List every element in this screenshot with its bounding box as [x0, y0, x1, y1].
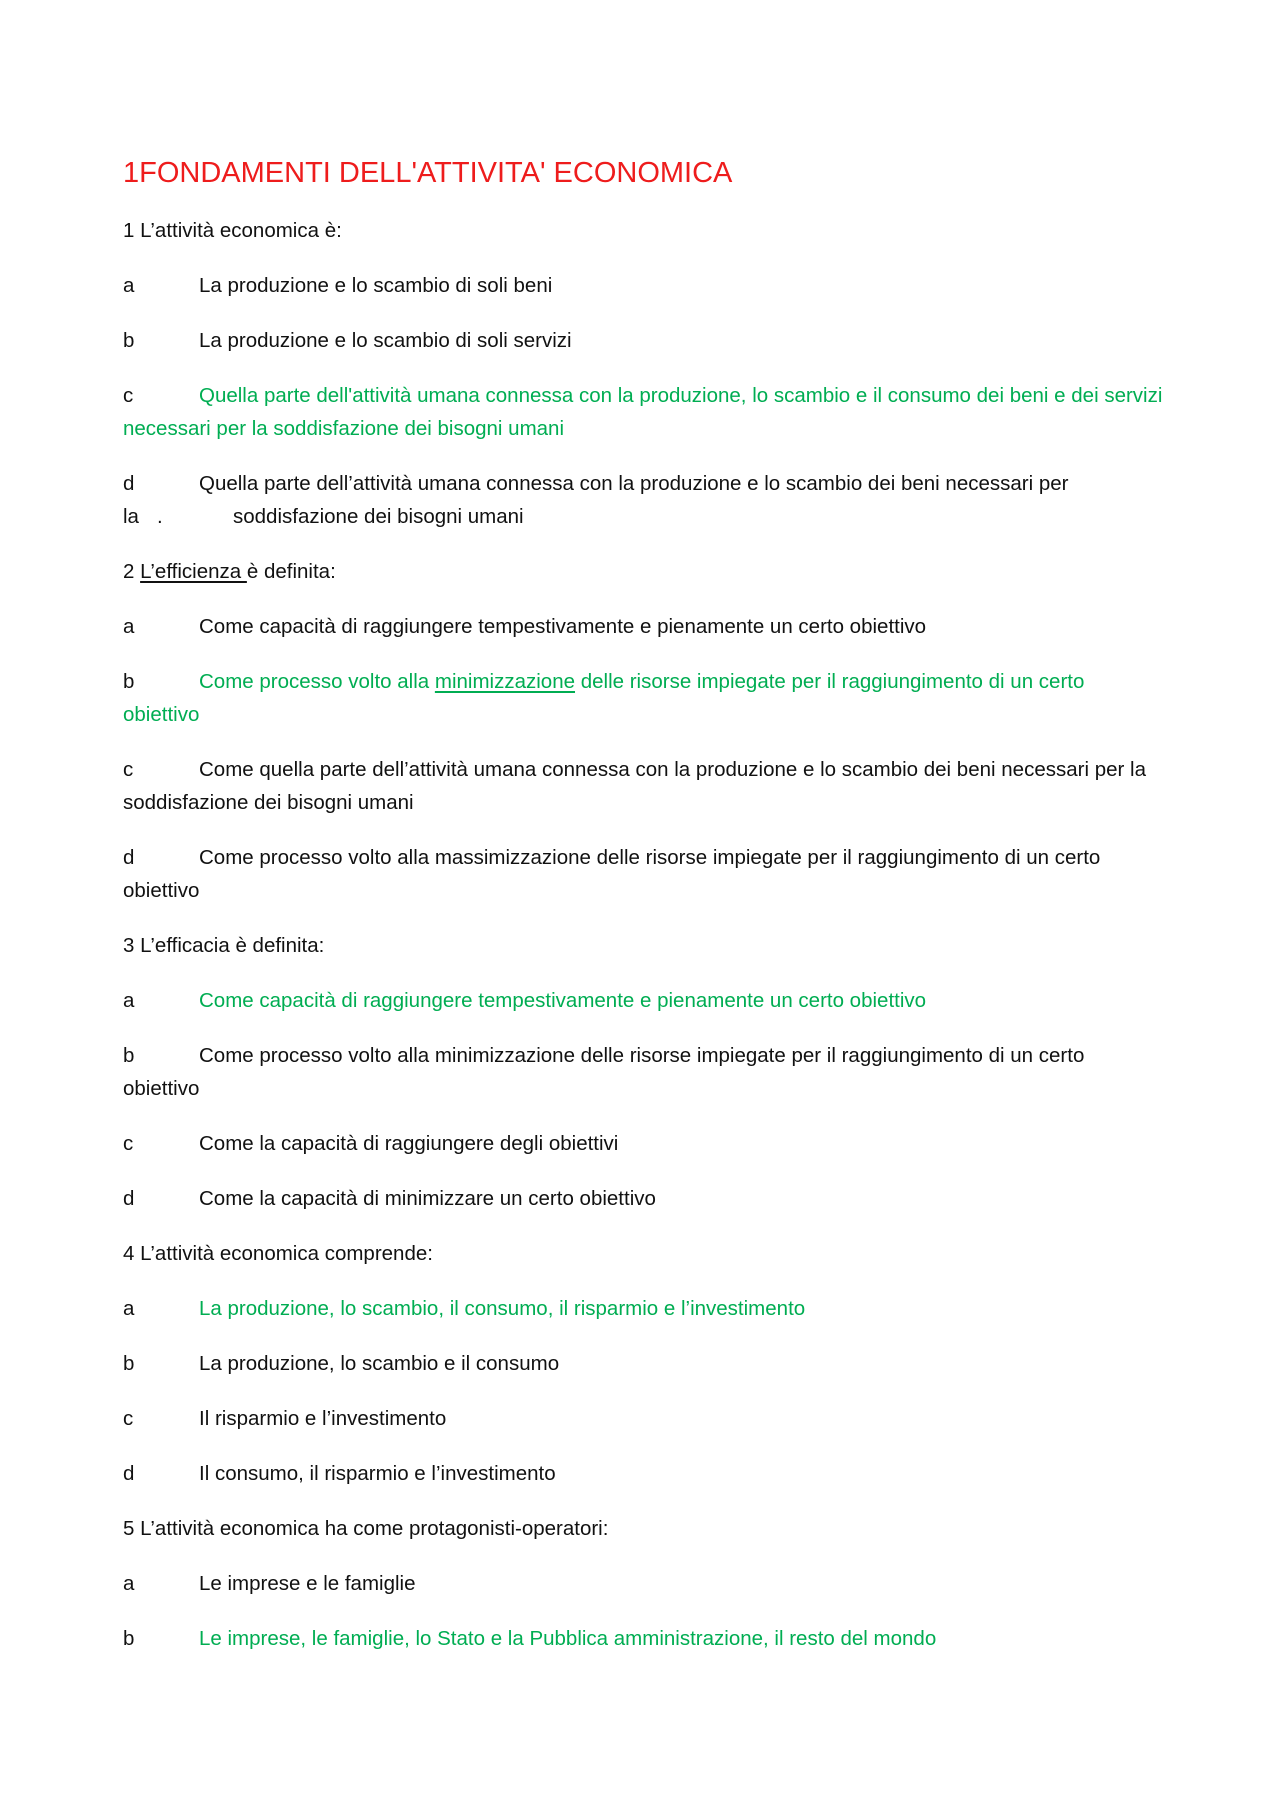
q2-option-d-text: Come processo volto alla massimizzazione delle risorse impiegate per il raggiungimento di un certo obiettivo: [123, 846, 1101, 902]
q2-option-d-letter: d: [123, 846, 135, 869]
question-2-prompt: [123, 555, 1163, 588]
q2-option-b-pre: Come processo volto alla: [199, 670, 435, 693]
q3-option-a-text-correct: Come capacità di raggiungere tempestivamente e pienamente un certo obiettivo: [199, 989, 927, 1012]
q5-option-a: [123, 1567, 1163, 1600]
q3-option-a: [123, 984, 1163, 1017]
q5-option-a-letter: a: [123, 1572, 135, 1595]
q3-option-c-text: Come la capacità di raggiungere degli obiettivi: [199, 1132, 619, 1155]
q4-option-b: [123, 1347, 1163, 1380]
q5-option-b-text-correct: Le imprese, le famiglie, lo Stato e la Pubblica amministrazione, il resto del mondo: [199, 1627, 937, 1650]
q3-option-c: [123, 1127, 1163, 1160]
q2-option-b-post: delle risorse impiegate per il raggiungimento di un certo obiettivo: [123, 670, 1085, 726]
q2-option-d: [123, 841, 1163, 907]
q1-option-c: [123, 379, 1163, 445]
q2-option-b: [123, 665, 1163, 731]
q3-option-d-text: Come la capacità di minimizzare un certo obiettivo: [199, 1187, 656, 1210]
q2-option-b-underlined: minimizzazione: [434, 670, 576, 693]
q4-option-d-letter: d: [123, 1462, 135, 1485]
q1-option-b: [123, 324, 1163, 357]
q4-option-a: [123, 1292, 1163, 1325]
q3-option-b-letter: b: [123, 1044, 135, 1067]
q4-option-a-text-correct: La produzione, lo scambio, il consumo, il risparmio e l’investimento: [199, 1297, 806, 1320]
q2-prompt-number: 2: [123, 560, 135, 583]
q1-option-c-letter: c: [123, 384, 134, 407]
q1-option-a-text: La produzione e lo scambio di soli beni: [199, 274, 553, 297]
q3-option-a-letter: a: [123, 989, 135, 1012]
q4-option-c-text: Il risparmio e l’investimento: [199, 1407, 447, 1430]
q1-option-a-letter: a: [123, 274, 135, 297]
q2-option-b-letter: b: [123, 670, 135, 693]
q1-option-b-letter: b: [123, 329, 135, 352]
q4-option-d-text: Il consumo, il risparmio e l’investimento: [199, 1462, 556, 1485]
q4-option-d: [123, 1457, 1163, 1490]
question-4-prompt: 4 L’attività economica comprende:: [123, 1242, 433, 1265]
q2-option-c: [123, 753, 1163, 819]
q1-option-d-letter: d: [123, 472, 135, 495]
q3-option-d-letter: d: [123, 1187, 135, 1210]
q2-option-a: [123, 610, 1163, 643]
q1-option-b-text: La produzione e lo scambio di soli servizi: [199, 329, 572, 352]
q2-prompt-rest: è definita:: [246, 560, 336, 583]
q1-option-a: [123, 269, 1163, 302]
q5-option-a-text: Le imprese e le famiglie: [199, 1572, 416, 1595]
question-1-prompt: 1 L’attività economica è:: [123, 219, 342, 242]
document-title: 1FONDAMENTI DELL'ATTIVITA' ECONOMICA: [123, 157, 733, 189]
q1-option-d-text: Quella parte dell’attività umana connessa con la produzione e lo scambio dei beni necessari per: [199, 472, 1069, 495]
q5-option-b: [123, 1622, 1163, 1655]
q1-option-d-dot: .: [157, 505, 163, 528]
q1-option-d-text2: soddisfazione dei bisogni umani: [233, 505, 524, 528]
q3-option-b-text: Come processo volto alla minimizzazione delle risorse impiegate per il raggiungimento di un certo obiettivo: [123, 1044, 1085, 1100]
q5-option-b-letter: b: [123, 1627, 135, 1650]
q3-option-b: [123, 1039, 1163, 1105]
q4-option-b-letter: b: [123, 1352, 135, 1375]
document-page: [123, 155, 1163, 1677]
q3-option-c-letter: c: [123, 1132, 134, 1155]
question-5-prompt: 5 L’attività economica ha come protagonisti-operatori:: [123, 1517, 609, 1540]
q2-option-c-letter: c: [123, 758, 134, 781]
q2-option-a-letter: a: [123, 615, 135, 638]
q2-option-c-text: Come quella parte dell’attività umana connessa con la produzione e lo scambio dei beni necessari per la soddisfazione dei bisogni umani: [123, 758, 1146, 814]
question-3-prompt: 3 L’efficacia è definita:: [123, 934, 325, 957]
q3-option-d: [123, 1182, 1163, 1215]
q1-option-c-text-correct: Quella parte dell'attività umana connessa con la produzione, lo scambio e il consumo dei beni e dei servizi necessari per la soddisfazione dei bisogni umani: [123, 384, 1163, 440]
q2-prompt-underlined: L’efficienza: [140, 560, 247, 583]
q1-option-d: [123, 467, 1163, 533]
q2-option-a-text: Come capacità di raggiungere tempestivamente e pienamente un certo obiettivo: [199, 615, 927, 638]
q4-option-b-text: La produzione, lo scambio e il consumo: [199, 1352, 560, 1375]
q4-option-a-letter: a: [123, 1297, 135, 1320]
q4-option-c-letter: c: [123, 1407, 134, 1430]
q1-option-d-prefix: la: [123, 505, 139, 528]
q2-option-b-text-correct: [123, 670, 1084, 726]
q4-option-c: [123, 1402, 1163, 1435]
